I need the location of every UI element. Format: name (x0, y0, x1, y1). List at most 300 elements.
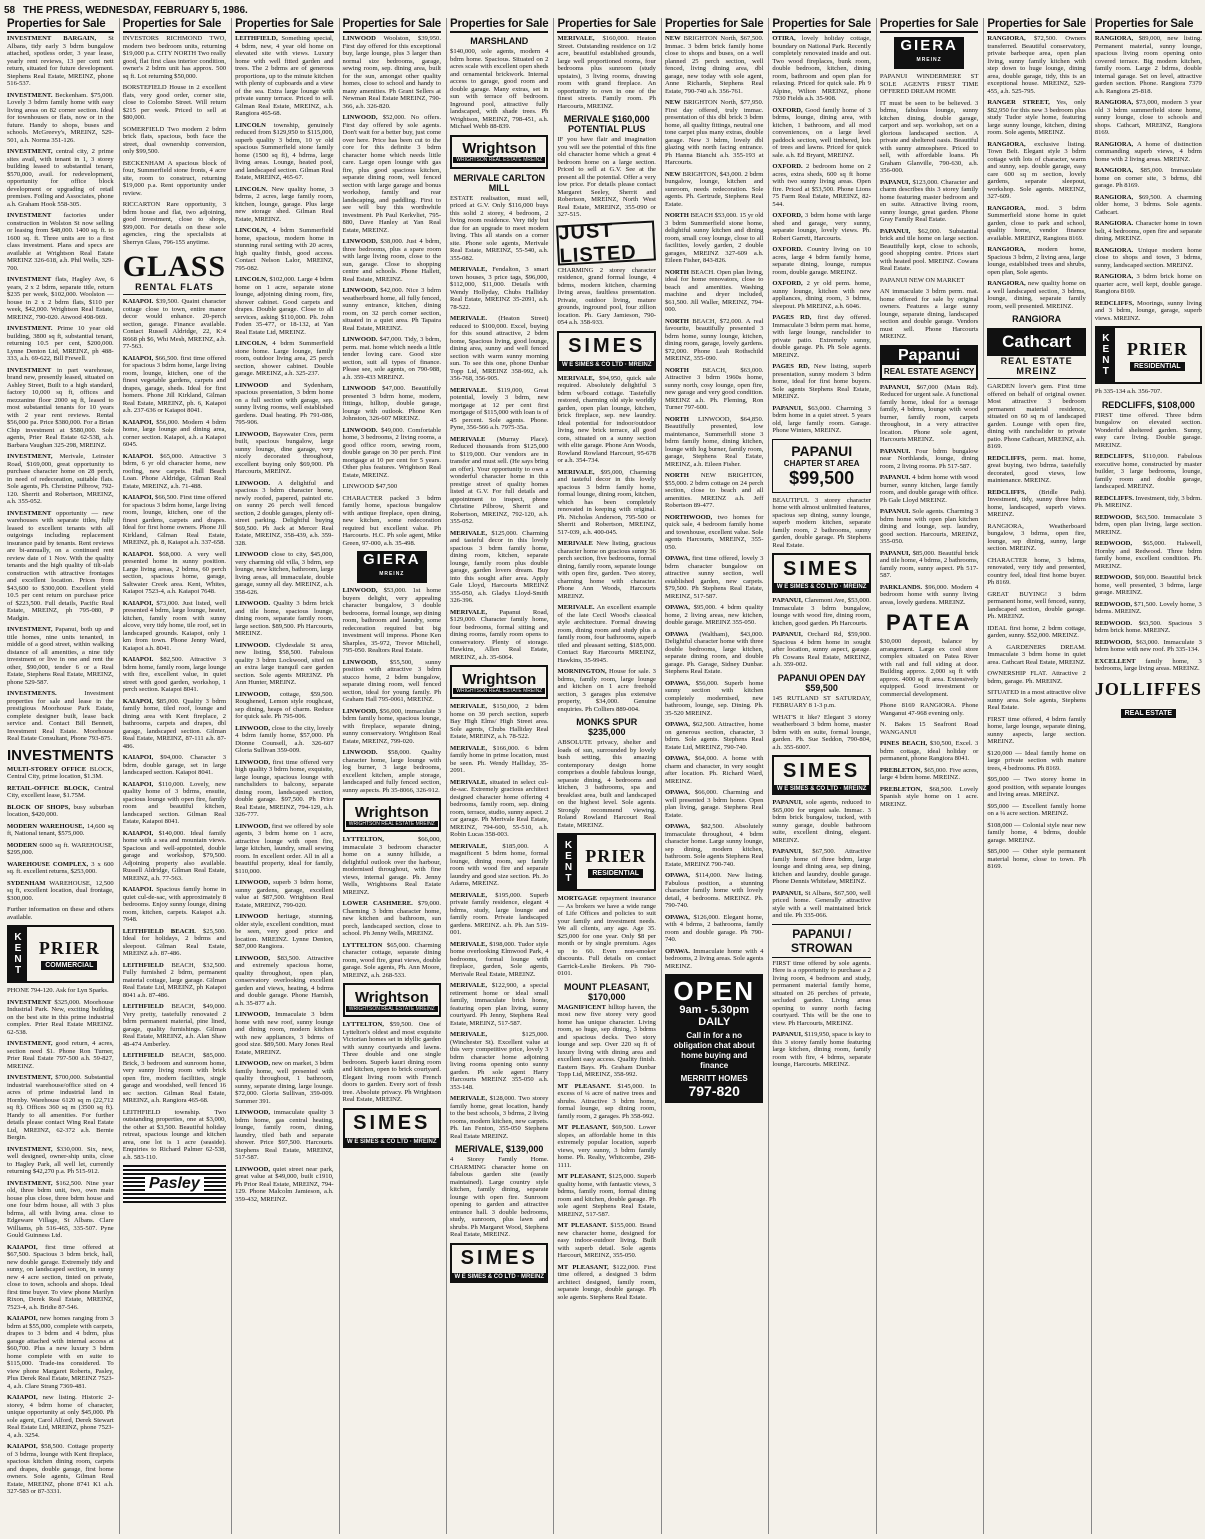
ad-text: quiet street near park, great value at $49,000, built c1910, Ph Prior Real Estate, MREINZ, 794-129. Phone Malcolm Jamieson, a.h. 359-432, MREINZ. (235, 1165, 334, 1203)
classified-ad (343, 336, 441, 381)
ad-lead: KAIAPOI. (122, 452, 154, 460)
ad-text: $95,000, Charming and tasteful decor in this lovely spacious 3 bdrm family home, formal lounge, dining room, kitchen, which has been completely renovated in keeping with original. Ph. Nicholas Anderson, 795-500 or Sherrit and Robertson, MREINZ, 517-039, a.h. 400-045. (557, 468, 656, 536)
ad-lead: MERIVALE, (557, 468, 595, 476)
classified-ad (665, 367, 763, 412)
classified-ad (343, 287, 441, 332)
wrightson-name: Wrightson (462, 670, 537, 688)
classified-ad (557, 136, 655, 219)
ad-text: $125,000. Charming and tasteful decor in this lovely spacious 3 bdrm family home, dining room, kitchen, separate lounge, family room plus double garage, garden lovers dream. Buy into this sought after area. Apply Gale Lloyd, Harcourts MREINZ 355-050, a.h. Gladys Lloyd-Smith 326-396. (450, 529, 549, 604)
ad-text: $58,000. Quality character home, large lounge with log burner, 3 large bedrooms, excellent kitchen, ample storage, landscaped and fully fenced section, sunny aspects. Ph 35-8066, 326-912. (342, 749, 442, 794)
ad-lead: PREBLETON, (879, 785, 923, 793)
ad-lead: INVESTMENT, (7, 1145, 53, 1153)
classified-ad (665, 604, 763, 627)
ad-lead: MT PLEASANT, (557, 1173, 607, 1180)
classified-ad (7, 35, 114, 88)
papanui-feature (772, 439, 870, 493)
ad-text: New quality home, 3 bdrms, 2 acres, large family room, kitchen, lounge, garage. Plus large new storage shed. Gilman Real Estate, MREINZ. (235, 185, 334, 223)
ad-text: $140,000. Ideal family home with a sea and mountain views. Spacious and well-appointed, double garage and workshop, $79,500. Adjoining property also available. Russell Aldridge, Gilman Real Estate, MREINZ, a.h. 77-563. (122, 829, 227, 882)
classified-ad (880, 474, 978, 504)
ad-text: Something special, 4 bdrm, new, 4 year old home on elevated site with views. Luxury home with well fitted garden and trees. The 2 bdrms are of generous proportions, up to the minute kitchen with plenty of cupboards and a view of the sea. Extra large lounge with private sunny terrace. Priced to sell. Gilman Real Estate, MREINZ, a.h. Rangiora 465-68. (235, 35, 334, 117)
ad-text: St Albans, tidy early 3 bdrm bungalow attached, spotless order, 3 year lease, yearly rent reviews, 13 per cent nett return, situated for future development. Stephens Real Estate, MREINZ, phone 516-537. (7, 35, 114, 87)
ad-text: $65,000. Charming character cottage, separate dining room, wood fire, great views, double garage. Sole agents, Ph. Ann Moore, MREINZ, a.h. 268-533. (342, 941, 442, 979)
ad-text: immaculate quality 3 bdrm home, gas central heating, lounge, family room, dining, laundry, tiled bath and separate shower. Price $97,500. Harcourts. Stephens Real Estate, MREINZ, 517-587. (235, 1109, 334, 1161)
classified-ad (772, 107, 870, 160)
classified-ad (123, 928, 226, 958)
ad-text: WHAT'S it like? Elegant 3 storey weatherboard 3 bdrm home, master bdrm with en suite, formal lounge, garden. Ph. Sue Seddon, 790-804, a.h. 355-6007. (772, 713, 871, 751)
classified-ad (987, 670, 1085, 685)
ad-text: LINWOOD $47,500 (342, 483, 398, 490)
open-word: OPEN (673, 976, 756, 1006)
ad-lead: MT PLEASANT. (557, 1222, 608, 1229)
ad-lead: MERIVALE, (450, 266, 488, 273)
ad-text: $64,000. A home with charm and character, in very sought after location. Ph. Richard Ward, MREINZ. (664, 755, 764, 785)
ad-lead: MODERN WAREHOUSE, (7, 822, 85, 830)
ad-text: 2 yr old perm. home, sunny lounge, kitchen with new appliances, dining room, 3 bdrms, sleepout. Ph MREINZ, a.h. 6046. (772, 280, 871, 310)
ad-lead: LINCOLN, (235, 227, 268, 234)
ad-lead: NORTH (664, 212, 689, 219)
classified-ad (123, 126, 226, 156)
ad-lead: INVESTMENT, (7, 1040, 53, 1047)
wrightson-logo (343, 983, 441, 1017)
ad-text: close to the city, lovely 4 bdrm family home, $57,000. Ph Dionne Counsell, a.h. 326-607 Gloria Sullivan 359-009. (235, 724, 334, 754)
simes-logo (772, 755, 870, 795)
classified-ad (772, 246, 870, 276)
ad-lead: RANGIORA, (1094, 167, 1134, 174)
classified-ad (1095, 194, 1202, 217)
ad-lead: RANGER STREET, (987, 99, 1050, 106)
kent-letter: K (14, 932, 22, 943)
ad-lead: KAIAPOI. (122, 656, 154, 663)
classified-ad (772, 405, 870, 435)
ad-text: OWNERSHIP FLAT. Attractive 2 bdrm, garage. Ph. MREINZ. (987, 670, 1086, 685)
classified-ad (880, 786, 978, 809)
ad-text: cottage, $59,500. Roughened, Lemon style roughcast, sep dining, heaps of charm. Reduce for quick sale. Ph 795-006. (235, 690, 334, 720)
classified-ad (450, 387, 548, 432)
ad-text: $25,500. Ideal for holidays, 2 bdrms and sleepout. Gilman Real Estate, MREINZ a.h. 87-486. (122, 927, 227, 957)
column (446, 18, 551, 1534)
prier-sub: COMMERCIAL (41, 961, 97, 970)
classified-ad (880, 179, 978, 224)
classified-ad (772, 1031, 870, 1069)
ad-text: new on market, 3 bdrm family home, well presented with quality throughout, 1 bathroom, sunny, separate dining, large lounge. $72,000. Gloria Sullivan, 359-009. Summer 391. (235, 1060, 334, 1105)
ad-lead: LINWOOD, (342, 707, 378, 715)
classified-ad (123, 830, 226, 883)
classified-ad (987, 591, 1085, 621)
ad-lead: LINWOOD (235, 551, 269, 558)
classified-ad (235, 227, 333, 272)
ad-lead: KAIAPOI. (122, 550, 154, 558)
open-text: Call in for a no obligation chat about home buying and finance (673, 1031, 755, 1070)
papanui-estate-name: Papanui (882, 347, 976, 365)
classified-ad (987, 716, 1085, 746)
ad-lead: LINCOLN (235, 121, 266, 129)
ad-text: $56,000, immaculate 3 bdrm family home, spacious lounge, with fireplace, separate dining, sunny conservatory. Wrightson Real Estate, MREINZ, 799-020. (342, 707, 442, 745)
prier-sub: RESIDENTIAL (1130, 362, 1185, 371)
classified-ad (1095, 620, 1202, 635)
section-heading: INVESTMENTS (7, 746, 114, 764)
ad-text: BEACH, $32,500. Fully furnished 2 bdrm, permanent material cottage, large garage. Gilman Real Estate Ltd, MREINZ, ph Kaiapoi 8041 a.h. 87-486. (122, 961, 227, 999)
ad-lead: REDCLIFFS, (1094, 299, 1134, 307)
ad-text: An excellent example of the late Cecil Wood's classical style architecture. Formal drawing room, dining room and study plus a family room, four bathrooms, superb tiled and pleasant setting, $185,000. Contact Ray Harcourts MREINZ, Hawkins, 35-9945. (557, 604, 656, 664)
classified-ad (665, 472, 763, 510)
classified-ad (450, 1095, 548, 1140)
classified-ad (987, 280, 1085, 310)
ad-lead: LINWOOD, (235, 758, 271, 766)
ad-text: Immaculate 3 bdrm home with new roof, sunny lounge and dining room, modern kitchen with new appliances, 3 bdrms of good size. $89,500. Mary Jones Real Estate, MREINZ. (235, 1011, 334, 1056)
classified-ad (7, 1180, 114, 1240)
ad-text: CHARMING 2 storey character residence, grand formal lounge, 4 bdrms, modern kitchen, charming living areas, faultless presentation. Private, outdoor living, mature grounds, inground pool, four zillion location. Ph. Gary Jamieson, 790-054 a.h. 358-933. (557, 266, 656, 326)
ad-lead: MERIVALE, (450, 982, 488, 989)
classified-ad (123, 355, 226, 415)
ad-text: BEACH $53,000. 15 yr old 3 bdrm Summerfield stone home, delightful sunny kitchen and dining room, small cosy lounge, close to all facilities, lovely garden, 2 double garages, MREINZ 327-609 a.h. Eileen Fisher, 843-826. (664, 212, 764, 264)
classified-ad (987, 822, 1085, 845)
ad-lead: INVESTMENT (7, 998, 52, 1006)
classified-ad (772, 960, 870, 1028)
ad-lead: INVESTMENT, (7, 453, 53, 460)
classified-ad (557, 375, 655, 465)
classified-ad (772, 497, 870, 550)
ad-text: FIRST time offered, 4 bdrm family home, large lounge, separate dining, sunny aspects, large section. MREINZ. (987, 715, 1086, 745)
ad-text: House for sale. 3 bdrms, family room, large lounge and kitchen on 1 acre freehold section, 3 garages plus extensive property, $34,000. Genuine enquiries. Ph Colliers 889-004. (557, 668, 656, 713)
ad-text: first time offered, lovely 3 bdrm character bungalow on attractive sunny section, well established garden, new carpets. $79,500. Ph Stephens Real Estate, MREINZ, 517-587. (664, 555, 764, 600)
ad-text: $69,000. Beautiful brick home, well presented, 3 bdrms, large garage. MREINZ. (1094, 574, 1202, 596)
ad-lead: RANGIORA, (987, 204, 1026, 212)
open-company: MERRITT HOMES (680, 1074, 748, 1083)
simes-name: SIMES (460, 1247, 538, 1269)
jolliffes-logo (1095, 679, 1202, 719)
prier-text (1115, 328, 1200, 382)
simes-sub: W E SIMES & CO LTD · MREINZ (559, 361, 653, 369)
ad-text: Unique modern home close to shops and town, 3 bdrms, sunny, landscaped section. MREINZ. (1094, 246, 1202, 269)
classified-ad (1095, 141, 1202, 164)
ad-text: PHONE 794-120. Ask for Lyn Sparks. (7, 987, 109, 994)
just-listed-badge: JUST LISTED (557, 220, 657, 265)
kent-letter: E (565, 851, 572, 862)
wrightson-name: Wrightson (462, 140, 537, 157)
classified-ad (987, 625, 1085, 640)
glass-logo-name: GLASS (122, 250, 227, 283)
classified-ad (343, 587, 441, 655)
ad-text: $94,000. Character 3 bdrm, double garage, set in large landscaped section. Kaiapoi 8041. (122, 754, 227, 776)
kent-letter: E (14, 943, 22, 954)
ad-text: $125,000. (Winchester St). Excellent value at this very competitive price, lovely 3 bdrm character home adjoining living rooms opening onto sunny garden. Ph sole agent Harry Harcourts MREINZ 355-050 a.h. 353-148. (450, 1031, 549, 1091)
ad-lead: LINWOOD (235, 381, 269, 389)
classified-ad (772, 597, 870, 627)
classified-ad (557, 1173, 655, 1218)
classified-ad (557, 668, 655, 713)
ad-lead: LINWOOD (342, 385, 376, 392)
ad-lead: RANGIORA, (1094, 140, 1134, 148)
ad-text: close to city, $45,000, very charming old villa, 3 bdrm, sep lounge, new kitchen, bathroom, large living areas, all immaculate, double garage, sunny all day. MREINZ, a.h. 358-626. (235, 551, 334, 596)
classified-ad (235, 725, 333, 755)
column (553, 18, 658, 1534)
ad-text: Papanui Road, $129,000. Character family home, four bedrooms, formal sitting and dining rooms, family room opens to conservatory. Plenty of storage. Hawkins, Allen Real Estate, MREINZ, a.h. 35-6064. (450, 608, 549, 661)
classified-ad (665, 789, 763, 819)
ad-text: $94,950, quick sale required. Absolutely delightful 3 bdrm w/board cottage. Tastefully restored, charming old style worldly garden, open plan lounge, kitchen, brick fireplace, sep. new laundry. Ideal potential for indoor/outdoor living, new brick terrace, all good cons, situated on a sunny section with elite garage. Phone Ann Woods, Rowland Rowland Harcourt, 95-678 or a.h. 354-734. (557, 374, 656, 464)
ad-text: $95,000 — Two storey home in good position, with separate lounges and living areas. MREINZ. (987, 776, 1086, 798)
ad-text: $38,000. Just 4 bdrm, three bedrooms, plus a spare room with large living room, close to the sun, garage. Close to shopping centre and schools. Phone Hallett, Real Estate, MREINZ. (342, 238, 442, 283)
ad-lead: KAIAPOI, (122, 754, 154, 761)
ad-lead: MERIVALE. (450, 386, 488, 394)
classified-ad (235, 276, 333, 336)
classified-ad (123, 1109, 226, 1162)
ad-text: Ph 335-134 a.h. 356-707. (1094, 388, 1162, 395)
classified-ad (665, 269, 763, 314)
classified-ad (1095, 658, 1202, 673)
ad-lead: PAPANUI, (772, 889, 803, 897)
classified-ad (450, 779, 548, 839)
classified-ad (235, 955, 333, 1008)
ad-text: $85,000. Immaculate home on corner site, 3 bdrms, dbl garage. Ph 8169. (1094, 167, 1202, 189)
classified-ad (235, 642, 333, 687)
classified-ad (7, 766, 114, 781)
ad-text: first time offered very high quality 3 bdrm home, exquisite, large lounge, spacious lounge with ranchsliders to balcony, separate dining room, landscaped section, double garage. $97,500. Ph Prior Real Estate, MREINZ, 794-129, a.h. 326-777. (235, 758, 334, 818)
ad-text: $68,500. Lovely Spanish style home on 1 acre. MREINZ. (879, 785, 979, 808)
ad-lead: REDWOOD, (1094, 574, 1133, 581)
classified-ad (123, 781, 226, 826)
ad-text: $185,000. A magnificent 5 bdrm home, formal lounge, dining room, sep family room with wood fire and separate laundry and good size section. Ph. Jo Adams, MREINZ. (450, 842, 549, 887)
prier-text (27, 927, 112, 981)
giera-sub: MREINZ (379, 571, 405, 577)
ad-lead: OPAWA, (664, 604, 690, 611)
simes-logo (772, 553, 870, 593)
ad-text: BEACH, $85,000. Brick, 3 bedroom and sunroom home, very sunny living room with brick open fire, modern facilities, single garage and woodshed, well fenced 16 sec section. Gilman Real Estate, MREINZ, a.h. Rangiora 465-68. (122, 1052, 227, 1104)
ad-lead: PAPANUI, (879, 549, 911, 557)
prier-logo (557, 833, 655, 891)
ad-text: 4 bdrm Summerfield stone home. Large lounge, family room, outdoor living area, 25 perch section, shower cabinet. Double garage. MREINZ, a.h. 325-237. (235, 340, 334, 377)
ad-lead: KAIAPOI, (7, 1443, 38, 1450)
ad-lead: MERIVALE, (450, 778, 488, 786)
classified-ad (772, 280, 870, 310)
ad-text: sole agents, reduced to $65,000 for urgent sale. Immac. 3 bdrm brick bungalow, tucked, with sunny garage, double bathroom suite, excellent dining, elegant. MREINZ. (772, 799, 871, 844)
classified-ad (123, 886, 226, 924)
classified-ad (987, 776, 1085, 799)
classified-ad (7, 367, 114, 450)
ad-text: Fendalton, 3 smart town houses, 3 price tags, $96,000, $112,000, $11,000. Details with Wendy Hollyday, Chubs Halliday Real Estate, MREINZ 35-2091, a.h. 78-522. (450, 266, 549, 311)
classified-ad (987, 99, 1085, 137)
ad-text: Yes, only $82,950 for this new 3 bedroom plus study Tudor style home, featuring large sunny lounge, kitchen, dining room. Sole agents, MREINZ. (987, 99, 1086, 136)
classified-ad (557, 895, 655, 978)
ad-text: $72,500. Owners transferred. Beautiful conservatory, private barbeque area, open plan living, sunny family kitchen with step down to huge lounge, dining area, double garage, tidy, this is an exceptional house. MREINZ, 529-455, a.h. 525-795. (987, 35, 1086, 95)
ad-lead: LINCOLN, (235, 340, 268, 347)
classified-ad (7, 842, 114, 857)
classified-ad (123, 600, 226, 653)
prier-name: PRIER (38, 938, 100, 958)
ad-lead: OPAWA, (664, 789, 690, 796)
classified-ad (7, 861, 114, 876)
classified-ad (7, 1040, 114, 1070)
ad-text: BEACH, $49,000. Very pretty, tastefully renovated 2 bdrm permanent material, pine lined, garage, quality furnishings. Gilman Real Estate, MREINZ, a.h. Alan Shaw 48-474 Amberley. (122, 1003, 227, 1048)
ad-text: $122,000. First time offered, a designed 3 bdrm architect designed, family room, separate lounge, double garage. Ph sole agents. Stephens Real Estate. (557, 1263, 656, 1301)
ad-lead: OPAWA, (664, 872, 690, 879)
papanui-estate-sub: REAL ESTATE AGENCY (883, 366, 975, 376)
classified-ad (235, 122, 333, 182)
ad-text: $155,000. Brand new character home, designed for easy indoor-outdoor living. Built with superb detail. Sole agents Harcourt, MREINZ, 355-050. (557, 1222, 656, 1259)
ad-text: $102,000. Large 4 bdrm home on 1 acre, separate stone lounge, adjoining dining room, fire, shower cabinet. Good carpets and drapes. Double garage. Close to all services, asking $110,000. Ph. John Foden 35-477, or 18-132, at Yan Real Estate Ltd, MREINZ. (235, 276, 334, 336)
ad-text: BORSTEFIELD House in 2 excellent flats, very good order, corner site, close to Colombo Street. Will return $215 per week. Priced to sell at $80,000. (122, 84, 227, 121)
ad-lead: MERIVALE, (450, 703, 488, 710)
classified-ad (7, 325, 114, 363)
classified-ad (772, 363, 870, 401)
classified-ad (123, 453, 226, 491)
ad-lead: LINWOOD, (235, 879, 271, 886)
ad-lead: INVESTMENT. (7, 325, 53, 332)
column-header: Properties for Sale (557, 18, 655, 33)
ad-text: $140,000, sole agents, modern 4 bdrm home. Spacious. Situated on 2 acres scale with excellent open sheds and ornamental brickwork. Internal access to garage, good room and double garage. Many extras, set in sun with terrace off bedroom. Inground pool, attractive fully landscaped, with shade trees. Ph Wrightson, MREINZ, 798-451, a.h. Michael Webb 88-839. (450, 48, 549, 130)
ad-text: 3 x 600 sq. ft. excellent returns, $253,000. (7, 860, 114, 875)
ad-text: situated in select cul-de-sac. Extremely gracious architect designed character home offering 4 bedrooms, family room, sep. dining room, terrace, studio, sunny aspect. 2 car garage. Ph Merivale Real Estate, MREINZ, 794-600, 55-510, a.h. Robin Lucas 358-003. (450, 778, 549, 838)
ad-text: $73,000, modern 3 year old 3 bdrm summerfield stone home, sunny lounge, close to schools and shops. Cathcart, MREINZ, Rangiora 8169. (1094, 99, 1202, 136)
classified-ad (557, 604, 655, 664)
ad-lead: PAGES RD, (772, 314, 812, 321)
ad-text: NEW BRIGHTON, $55,000. 2 bdrm cottage on 24 perch section, close to beach and all amenities. MREINZ a.h. Jeff Robertson 89-477. (664, 472, 764, 509)
masthead (4, 2, 1110, 18)
ad-lead: PAPANUI, (772, 631, 803, 638)
classified-ad (123, 754, 226, 777)
ad-text: BEAUTIFUL 3 storey character home with almost unlimited features, spacious sep dining, sunny lounge, superb modern kitchen, separate family room, 2 bathrooms, sunny garden, double garage. Ph Stephens Real Estate. (772, 496, 871, 549)
column (1091, 18, 1205, 1534)
ad-text: $79,000. Charming 3 bdrm character home, new kitchen and bathroom, sun porch, landscaped section, close to school. Ph Jenny Wells, MREINZ. (342, 900, 442, 937)
ad-text: RANGIORA, Weatherboard bungalow, 3 bdrms, open fire, lounge, sep dining, sunny, large section. MREINZ. (987, 522, 1086, 552)
ad-lead: OPAWA, (664, 755, 690, 762)
ad-text: Central City, excellent lease, $1.75M. (7, 784, 114, 799)
classified-ad (1095, 220, 1202, 243)
classified-ad (557, 1264, 655, 1302)
ad-lead: MERIVALE. (557, 604, 595, 611)
ad-text: Quality 3 bdrm brick and tile home, spacious lounge, dining room, separate family room, large section. $89,500. Ph Harcourts, MREINZ. (235, 600, 334, 637)
ad-lead: PAPANUI, (772, 597, 803, 604)
classified-ad (665, 212, 763, 265)
ad-lead: KAIAPOI, (122, 494, 154, 501)
kent-letter: T (1102, 366, 1109, 377)
column-header: Properties for Sale (7, 18, 114, 33)
cathcart-sub: REAL ESTATE MREINZ (987, 356, 1085, 379)
ad-text: $62,500. Attractive, home on generous section, character, 3 bdrm. Sole agents. Stephens Real Estate Ltd, MREINZ, 790-740. (664, 721, 764, 751)
prier-name: PRIER (585, 846, 647, 866)
ad-lead: LINWOOD. (235, 479, 271, 487)
ad-text: $125,000. Superb quality home, with fantastic views, 3 bdrms, family room, formal dining room and kitchen, double garage. Ph sole agent Stephens Real Estate, MREINZ, 517-587. (557, 1173, 656, 1218)
ad-text: $82,500. Absolutely immaculate throughout, 4 bdrm character home. Large sunny lounge, sep dining, modern kitchen, bathroom. Sole agents Stephens Real Estate, MREINZ 790-740. (664, 823, 764, 868)
classified-ad (772, 714, 870, 752)
ad-lead: INVESTMENT, (7, 1179, 53, 1187)
classified-ad (343, 385, 441, 423)
ad-text: Prime 10 year old building, 3800 sq ft, substantial tenant, returning 10.5 per cent, $200,000. Lynne Denton Ltd, MREINZ, ph 488-333, a.h. 69-622, Bill Frewell. (7, 325, 114, 362)
ad-lead: LINWOOD. (342, 426, 378, 434)
ad-text: FIRST time offered by sole agents. Here is a opportunity to purchase a 2 living room, 4 bedroom and study, permanent material family home, situated on 26 perches of private, secluded garden. Living areas opening to sunny north facing courtyard. This will be the one to view. Ph Harcourts, MREINZ. (772, 959, 871, 1027)
patea-heading: PATEA (885, 610, 973, 635)
classified-ad (7, 1394, 114, 1439)
papanui-feature-price: $99,500 (789, 467, 855, 488)
ad-text: Orchard Rd, $59,900. Spacious 4 bdrm home in sought after location, sunny aspect, garage. Ph Cowans Real Estate, MREINZ, a.h. 359-002. (772, 631, 871, 668)
kent-letter: K (1102, 333, 1110, 344)
ad-text: repayment insurance — As brokers we have a wide range of Life Offices and policies to suit your family and investment needs. We all clients, any age. Age 35. $25,000 for one year. Only $8 per month or by single premium. Ages up to 60. Even non-smoker discounts. Full details on contact Garrick-Leslie Brokers. Ph 790-0101. (557, 895, 656, 977)
ad-text: new homes ranging from 3 bdrm at $55,000, complete with carpets, drapes to 3 bdrm and 4 bdrm, plus garage attached with internal access at $60,700. Plus a new luxury 3 bdrm home complete with en suite to $115,000. Trade-ins considered. To view phone Margaret Roberts, Pasley, Plus Derek Real Estate, MREINZ 7523-4, a.h. Clare Strang 7369-481. (7, 1315, 114, 1390)
ad-lead: LEITHFIELD, (235, 35, 278, 42)
ad-lead: EXCELLENT (1094, 657, 1136, 665)
column (768, 18, 873, 1534)
ad-lead: MT PLEASANT. (557, 1082, 611, 1090)
ad-text: $198,000. Tudor style home overlooking Elmwood Park, 4 bedrooms, formal lounge with fireplace, garden, Sole agents, Merivale Real Estate, MREINZ. (450, 940, 549, 978)
classified-ad (7, 1146, 114, 1176)
ad-lead: PAPANUI, (772, 404, 803, 412)
ad-lead: NEW (664, 99, 681, 106)
ad-lead: LINWOOD, (235, 724, 271, 732)
ad-lead: MERIVALE, (450, 940, 488, 948)
classified-ad (123, 698, 226, 751)
ad-lead: MERIVALE (450, 435, 486, 443)
classified-ad (880, 740, 978, 763)
ad-text: good return, 4 acres, section need $1. Phone Ron Turner, Prier Real Estate 797-500 a.h. 59-827, MREINZ. (7, 1040, 114, 1070)
ad-text: AN immaculate 3 bdrm perm. mat. home offered for sale by original owners. Features a large sunny lounge, separate dining, landscaped section and double garage. Vendors must sell. Phone Harcourts MREINZ. (879, 288, 979, 340)
ad-text: $126,000. Elegant home, with 4 bdrms, 2 bathrooms, family room and double garage. Ph 790-740. (664, 913, 764, 943)
ad-lead: REDWOOD, (1094, 540, 1133, 547)
classified-ad (557, 1083, 655, 1121)
ad-lead: REDCLIFFS, (987, 488, 1027, 496)
classified-ad (7, 999, 114, 1037)
kent-vertical (1097, 328, 1115, 382)
kent-letter: T (565, 873, 572, 884)
classified-ad (1095, 99, 1202, 137)
ad-text: 6000 sq ft. WAREHOUSE, $295,000. (7, 841, 114, 856)
ad-text: Sole agents. Charming 3 bdrm home with open plan kitchen dining and lounge, sep. laundry, good section. Harcourts, MREINZ, 355-050. (879, 508, 979, 545)
ad-text: $52,000. No offers. First day offered by sole agents. Don't wait for a better buy, just come over here. Price has been cut to the core for this definite 3 bdrm character home which needs little care. Large open lounge with gas fire, plus good spacious kitchen, separate dining room, well fenced section with large garage and bonus workshop, family and rear landscaping, and paddling. First to see will buy this worthwhile investment. Ph Paul Kerkvliet, 795-880, Dave Hanley at Yan Real Estate, MREINZ. (342, 114, 442, 234)
column-header: Properties for Sale (880, 18, 978, 33)
classified-ad (7, 92, 114, 145)
section-subheading: MONKS SPUR $235,000 (576, 717, 638, 737)
ad-lead: INVESTMENT. (7, 91, 53, 99)
ad-text: $66,000. Charming and well presented 3 bdrm home. Open plan living, garage. Stephens Real Estate. (664, 789, 764, 819)
section-subheading: MERIVALE $160,000 POTENTIAL PLUS (563, 114, 650, 134)
classified-ad (987, 246, 1085, 276)
ad-text: $123,000. Character and charm describes this 3 storey family home featuring master bedroom and en suite. Attractive living room, sunny lounge, great garden. Phone Gray Family Real Estate. (879, 178, 979, 223)
classified-ad (235, 186, 333, 224)
classified-ad (343, 114, 441, 234)
wrightson-name: Wrightson (354, 988, 429, 1006)
ad-text: first time offered at $67,500. Spacious 3 bdrm brick, hall, new double garage. Extremely tidy and sunny, on landscaped section, in sunny new 4 acre section, tinted on private, close to town, schools and shops. Ideal first time buyer. To view phone Marilyn Rixon, Derek Real Estate, MREINZ, 7523-4, a.h. Bridie 87-546. (7, 1243, 114, 1311)
classified-ad (235, 879, 333, 909)
classified-ad (450, 266, 548, 311)
classified-ad (557, 1004, 655, 1079)
ad-text: (Heaton Street) reduced to $100,000. Excel, buying for this sound attractive, 2 bdrm home, Spacious living, good lounge, dining area, sunny and well fenced section with warm sunny morning sun. To see this one, phone Dunbar Topp Ltd, MREINZ 358-992, a.h. 356-768, 356-905. (450, 315, 549, 382)
ad-lead: PAPANUI. (879, 447, 911, 455)
ad-lead: MERIVALE, (557, 35, 595, 42)
ad-text: $195,000. Superb private family residence, elegant 4 bdrms, study, large lounge and family room. Private landscaped gardens. MREINZ. a.h. Ph. Jan 519-001. (450, 891, 549, 936)
ad-text: RICCARTON Rare opportunity, 3 bdrm house and flat, two adjoining, good investment, close to shops, $99,000. For details on these sole agencies, ring the specialists at Sherryn Glass, 796-155 anytime. (122, 201, 227, 246)
section-subheading: RANGIORA (1012, 314, 1062, 324)
pasley-name: Pasley (145, 1175, 204, 1193)
giera-name: GIERA (363, 551, 421, 568)
kent-letter: K (564, 840, 573, 851)
ad-text: N. Bakes 15 Seafront Road WANGANUI (879, 721, 979, 736)
classified-ad (1095, 601, 1202, 616)
ad-text: $47,000. Beautifully presented 3 bdrm home, modern, fittings, hilltop, double garage, lounge with outlook. Phone Ken Johnston, 326-607 MREINZ. (342, 385, 442, 422)
open-phone: 797-820 (688, 1083, 740, 1099)
classified-ad (665, 555, 763, 600)
papanui-feature-sub: CHAPTER ST AREA (783, 458, 860, 468)
wrightson-logo (450, 665, 548, 699)
ad-text: $39,500. Quaint character cottage close to town, entire manor decor would enhance. 20-perch section, garage. Finance available. Contact Russell Aldridge, 22, K:4 R668 ph $6, Whi Mesh, MREINZ, a.h. 77-563. (122, 298, 227, 350)
classified-ad (880, 767, 978, 782)
classified-columns (4, 18, 1202, 1534)
classified-ad (450, 1156, 548, 1239)
ad-lead: PAPANUI, (772, 799, 803, 806)
ad-text: A delightful and spacious 3 bdrm character home, newly roofed, papered, painted etc. on sunny 26 perch well fenced section, 2 double garages, plenty off-street parking. Delightful buying $69,500. Ph Jack at Mercer Real Estate, MREINZ, 358-439, a.h. 359-328. (235, 479, 334, 547)
ad-text: hilltop haven, the most new five storey very good home has unique character. Living room, so huge, sep dining, 3 bdrms and spacious decks. Two story lounge and sep. Over 220 sq ft of luxury living with dining area and excellent easy access. Quality finish. Eastern Bays. Ph. Graham Dunbar Topp Ltd, MREINZ, 358-992. (557, 1003, 656, 1078)
papanui-feature-title: PAPANUI (791, 442, 853, 459)
classified-ad (7, 276, 114, 321)
classified-ad (7, 510, 114, 623)
classified-ad (7, 880, 114, 903)
